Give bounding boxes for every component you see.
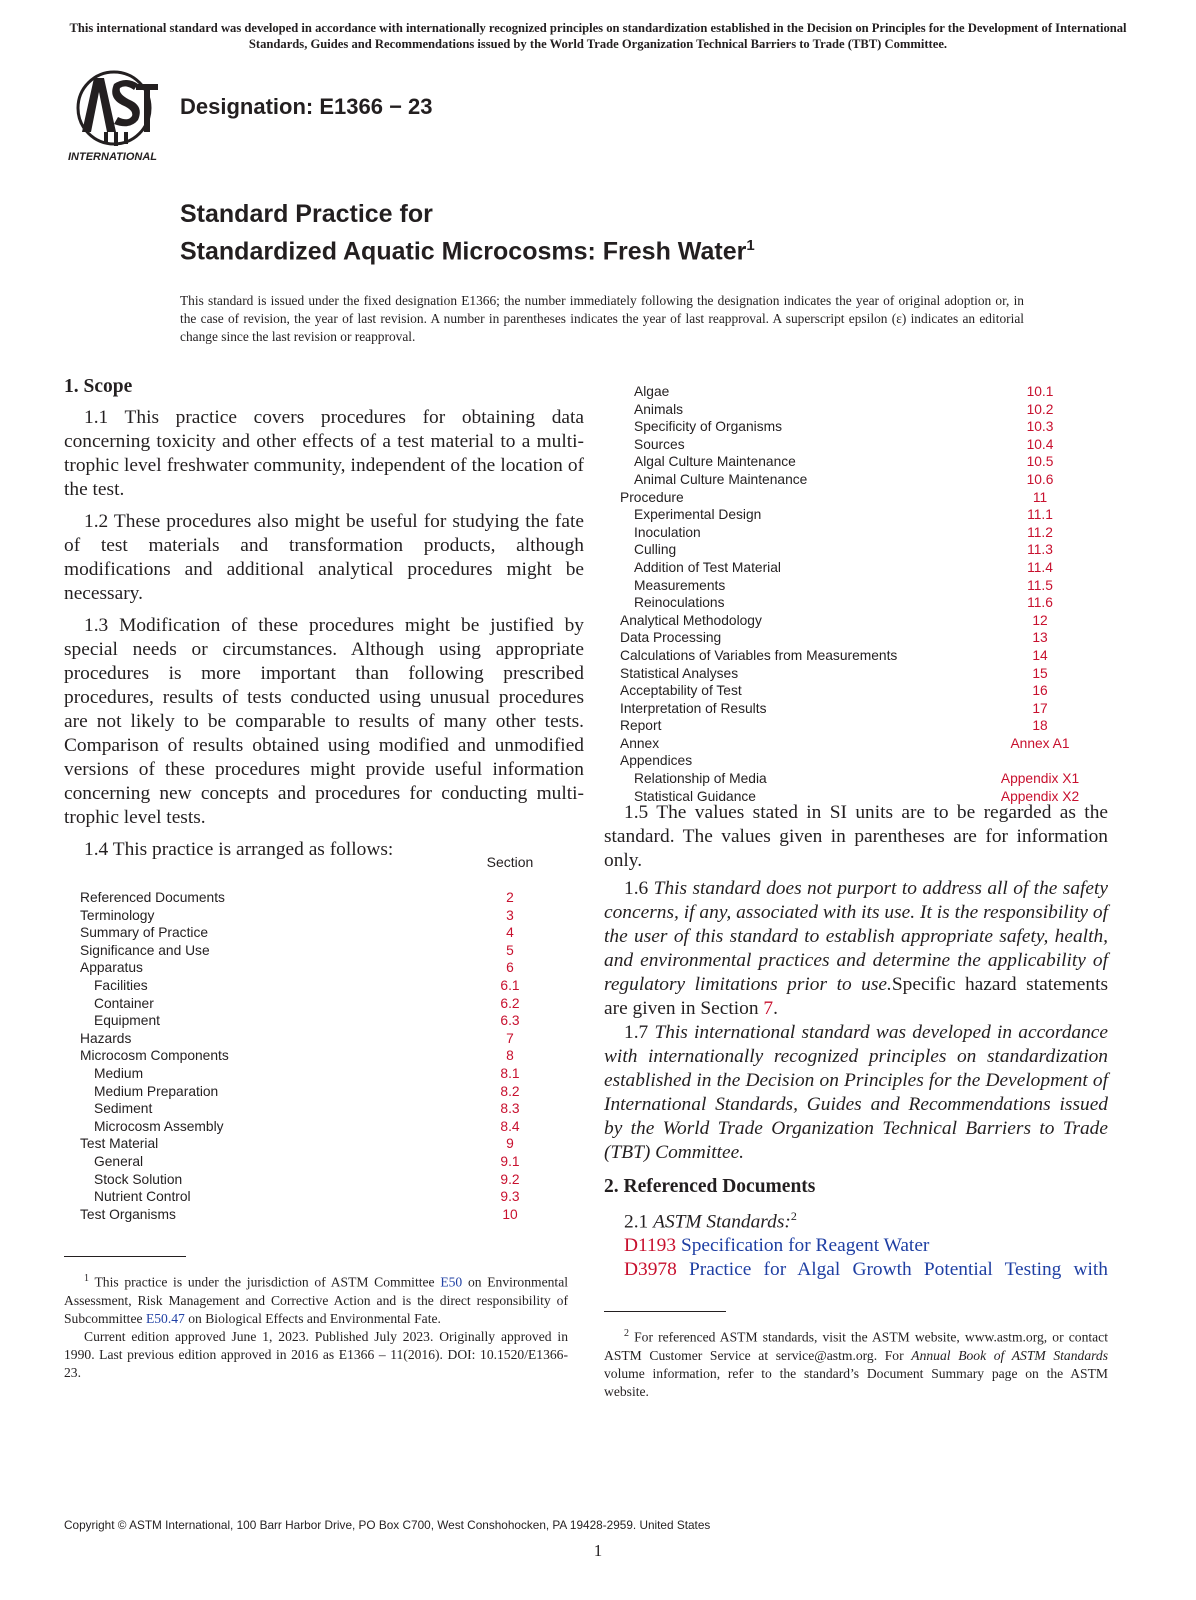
footnote-1-edition: Current edition approved June 1, 2023. Published July 2023. Originally approved in 1990. Last previous edition approved in 2016 as E1366 – 11(2016). DOI: 10.1520/E1366-23. [64, 1328, 568, 1380]
d1193-code-link[interactable]: D1193 [624, 1235, 677, 1257]
toc-entry[interactable] [80, 924, 560, 942]
toc-entry-label: Referenced Documents [80, 890, 225, 905]
footnote-rule-right [604, 1311, 726, 1312]
section-column-header: Section [486, 854, 534, 870]
toc-entry[interactable] [620, 735, 1100, 753]
paragraph-1-4: 1.4 This practice is arranged as follows: [84, 839, 394, 860]
toc-entry[interactable] [80, 1083, 560, 1101]
toc-section-link[interactable]: 8.1 [500, 1065, 520, 1081]
astm-logo [64, 70, 170, 166]
toc-section-link[interactable]: 6.3 [500, 1013, 520, 1029]
toc-section-link[interactable]: 9.2 [500, 1171, 520, 1187]
toc-entry[interactable] [80, 1047, 560, 1065]
toc-entry[interactable] [620, 629, 1100, 647]
toc-entry[interactable] [620, 436, 1100, 454]
footnote-1: $^1$ This practice is under the jurisdiction of ASTM Committee E50 on Environmental Assessment, Risk Management and Corrective Action and is the direct responsibility of Subcommittee E50.47 on Biological Effects and Environmental Fate. Current edition approved June 1, 2023. Published July 2023. Originally approved in 1990. Last previous edition approved in 2016 as E1366 – 11(2016). DOI: 10.1520/E1366-23. [64, 1273, 569, 1380]
toc-section-link[interactable]: 11.5 [1027, 577, 1053, 593]
designation: Designation: E1366 − 23 [180, 94, 433, 119]
toc-entry-label: Reinoculations [634, 595, 725, 611]
toc-entry-label: Terminology [80, 907, 155, 923]
toc-entry-label: Hazards [80, 1030, 132, 1046]
footnote-2: $^2$ For referenced ASTM standards, visit the ASTM website, www.astm.org, or contact ASTM Customer Service at service@astm.org. For Annual Book of ASTM Standards volume information, refer to the standard’s Document Summary page on the ASTM website. [604, 1328, 1108, 1399]
toc-entry[interactable] [80, 1188, 560, 1206]
toc-entry-label: Acceptability of Test [620, 683, 742, 699]
referenced-documents [604, 1176, 1108, 1282]
toc-entry[interactable] [80, 1118, 560, 1136]
reference-d3978[interactable] [604, 1258, 1108, 1282]
toc-entry-label: Annex [620, 735, 660, 751]
toc-entry[interactable] [80, 1171, 560, 1189]
page-number: 1 [593, 1541, 603, 1560]
toc-entry-label: General [94, 1153, 144, 1169]
toc-section-link[interactable]: 10.4 [1026, 436, 1054, 452]
scope-continued [604, 801, 1108, 1173]
toc-entry-label: Microcosm Components [80, 1048, 229, 1064]
toc-entry[interactable] [80, 1012, 560, 1030]
d3978-title-link[interactable]: Practice for Algal Growth Potential Testing with [688, 1259, 1108, 1281]
footnote-2-ref[interactable]: 2 [790, 1209, 797, 1223]
toc-entry[interactable] [620, 717, 1100, 735]
toc-entry-label: Procedure [620, 489, 684, 505]
toc-left [80, 889, 560, 1223]
toc-entry[interactable] [80, 1030, 560, 1048]
toc-section-link[interactable]: 16 [1032, 683, 1048, 699]
toc-section-link[interactable]: 11.1 [1027, 507, 1053, 523]
toc-entry[interactable] [80, 1100, 560, 1118]
toc-section-link[interactable]: 11.2 [1027, 524, 1053, 540]
toc-section-link[interactable]: 10.5 [1026, 454, 1054, 470]
toc-entry-label: Stock Solution [94, 1171, 183, 1187]
toc-entry-label: Data Processing [620, 630, 722, 646]
toc-entry-label: Addition of Test Material [634, 559, 781, 575]
toc-section-link[interactable]: 18 [1032, 718, 1048, 734]
toc-entry[interactable] [620, 471, 1100, 489]
toc-entry-label: Significance and Use [80, 942, 210, 958]
toc-entry-label: Experimental Design [634, 507, 762, 523]
toc-entry[interactable] [620, 577, 1100, 595]
toc-entry-label: Test Organisms [80, 1206, 176, 1222]
toc-entry-label: Measurements [634, 577, 726, 593]
toc-entry[interactable] [80, 959, 560, 977]
d3978-code-link[interactable]: D3978 [624, 1259, 677, 1281]
toc-section-link[interactable]: 3 [506, 907, 514, 923]
toc-section-link[interactable]: 10.3 [1026, 419, 1054, 435]
toc-section-link[interactable]: 11.4 [1027, 559, 1053, 575]
toc-entry[interactable] [620, 453, 1100, 471]
toc-entry-label: Calculations of Variables from Measurements [620, 647, 898, 663]
toc-entry-label: Algal Culture Maintenance [634, 454, 796, 470]
title-footnote-ref[interactable]: 1 [746, 237, 755, 254]
scope-section [64, 376, 584, 870]
toc-entry[interactable] [620, 770, 1100, 788]
e50-47-link[interactable]: E50.47 [145, 1310, 185, 1326]
toc-entry-label: Sources [634, 436, 685, 452]
toc-section-link[interactable]: Appendix X1 [1000, 771, 1080, 787]
footnote-rule-left [64, 1256, 186, 1257]
toc-section-link[interactable]: 13 [1032, 630, 1048, 646]
toc-entry[interactable] [620, 612, 1100, 630]
toc-section-link[interactable]: 6.2 [500, 995, 520, 1011]
title-line-1: Standard Practice for [180, 200, 433, 228]
toc-entry[interactable] [80, 942, 560, 960]
toc-section-link[interactable]: 11 [1032, 489, 1048, 505]
toc-entry[interactable] [620, 383, 1100, 401]
toc-section-link[interactable]: Annex A1 [1010, 735, 1070, 751]
toc-section-link[interactable]: 15 [1032, 665, 1048, 681]
toc-entry[interactable] [80, 1153, 560, 1171]
toc-entry-label: Specificity of Organisms [634, 419, 782, 435]
toc-entry-label: Summary of Practice [80, 925, 209, 941]
toc-entry[interactable] [620, 682, 1100, 700]
toc-section-link[interactable]: 11.3 [1027, 542, 1053, 558]
toc-entry-label: Container [94, 995, 154, 1011]
toc-entry-label: Microcosm Assembly [94, 1118, 224, 1134]
toc-entry[interactable] [620, 665, 1100, 683]
toc-section-link[interactable]: 8.4 [500, 1118, 520, 1134]
toc-entry[interactable] [620, 401, 1100, 419]
toc-section-link[interactable]: 6 [506, 960, 514, 976]
toc-entry[interactable] [620, 506, 1100, 524]
toc-section-link[interactable]: 5 [506, 942, 514, 958]
toc-entry-label: Statistical Analyses [620, 665, 739, 681]
toc-section-link[interactable]: 9.3 [500, 1189, 520, 1205]
d1193-title-link[interactable]: Specification for Reagent Water [680, 1235, 930, 1257]
toc-entry-label: Inoculation [634, 524, 701, 540]
toc-section-link[interactable]: 4 [506, 925, 514, 941]
toc-entry-label: Medium Preparation [94, 1083, 219, 1099]
toc-entry[interactable] [620, 524, 1100, 542]
reference-d1193[interactable] [604, 1234, 1108, 1258]
toc-entry[interactable] [620, 418, 1100, 436]
toc-entry-label: Statistical Guidance [634, 788, 756, 804]
toc-entry-label: Apparatus [80, 960, 143, 976]
toc-entry[interactable] [620, 700, 1100, 718]
toc-entry-label: Algae [634, 384, 670, 399]
toc-entry[interactable] [620, 489, 1100, 507]
toc-entry[interactable] [620, 594, 1100, 612]
toc-entry-label: Test Material [80, 1136, 159, 1152]
title-line-2-text: Standardized Aquatic Microcosms: Fresh Water [180, 237, 747, 266]
astm-logo-icon [64, 70, 170, 166]
issued-note: This standard is issued under the fixed designation E1366; the number immediately following the designation indicates the year of original adoption or, in the case of revision, the year of last revision. A number in parentheses indicates the year of last reapproval. A superscript epsilon (ε) indicates an editorial change since the last revision or reapproval. [180, 293, 1024, 344]
toc-entry-label: Interpretation of Results [620, 700, 767, 716]
paragraph-1-7: 1.7 This international standard was developed in accordance with internationally recognized principles on standardization established in the Decision on Principles for the Development of International Standards, Guides and Recommendations issued by the World Trade Organization Technical Barriers to Trade (TBT) Committee. [604, 1022, 1108, 1163]
copyright-line: Copyright © ASTM International, 100 Barr Harbor Drive, PO Box C700, West Conshohocken, PA 19428-2959. United States [64, 1518, 711, 1532]
toc-entry-label: Facilities [94, 977, 148, 993]
toc-entry-label: Sediment [94, 1101, 153, 1117]
toc-entry[interactable] [80, 889, 560, 907]
toc-entry-label: Nutrient Control [94, 1189, 191, 1205]
astm-standards-subheading: 2.1 ASTM Standards:$^2$ [624, 1209, 797, 1233]
toc-entry[interactable] [80, 1065, 560, 1083]
toc-entry[interactable] [620, 647, 1100, 665]
toc-section-link[interactable]: 10.1 [1026, 384, 1054, 399]
toc-section-link[interactable]: 10 [502, 1206, 518, 1222]
toc-entry[interactable] [80, 977, 560, 995]
toc-section-link[interactable]: 10.2 [1026, 401, 1054, 417]
toc-section-link[interactable]: 14 [1032, 647, 1048, 663]
toc-section-link[interactable]: 11.6 [1027, 595, 1053, 611]
toc-entry[interactable] [80, 1206, 560, 1224]
toc-entry-label: Appendices [620, 753, 693, 769]
toc-right [620, 383, 1100, 805]
e50-link[interactable]: E50 [440, 1274, 463, 1290]
toc-entry-label: Relationship of Media [634, 771, 767, 787]
toc-entry-label: Animal Culture Maintenance [634, 471, 808, 487]
toc-entry-label: Medium [94, 1065, 144, 1081]
toc-section-link[interactable]: 2 [506, 890, 514, 905]
toc-section-link[interactable]: 9 [506, 1136, 514, 1152]
document-title [180, 198, 755, 267]
toc-entry[interactable] [80, 995, 560, 1013]
paragraph-1-2: 1.2 These procedures also might be useful for studying the fate of test materials and transformation products, although modifications and additional analytical procedures might be necessary. [64, 511, 584, 604]
toc-section-link[interactable]: 8.3 [500, 1101, 520, 1117]
toc-entry-label: Culling [634, 542, 677, 558]
toc-section-link[interactable]: 6.1 [500, 977, 520, 993]
toc-section-link[interactable]: 10.6 [1026, 471, 1054, 487]
toc-section-link[interactable]: 12 [1032, 612, 1048, 628]
paragraph-1-1: 1.1 This practice covers procedures for obtaining data concerning toxicity and other effects of a test material to a multi-trophic level freshwater community, independent of the location of the test. [64, 407, 584, 500]
paragraph-1-5: 1.5 The values stated in SI units are to be regarded as the standard. The values given in parentheses are for information only. [604, 802, 1108, 871]
toc-entry-label: Report [620, 718, 662, 734]
paragraph-1-6: 1.6 This standard does not purport to address all of the safety concerns, if any, associated with its use. It is the responsibility of the user of this standard to establish appropriate safety, health, and environmental practices and determine the applicability of regulatory limitations prior to use.Specific hazard statements are given in Section 7. [604, 878, 1109, 1019]
toc-entry-label: Animals [634, 401, 684, 417]
toc-entry[interactable] [80, 907, 560, 925]
top-notice: This international standard was developed in accordance with internationally recognized principles on standardization established in the Decision on Principles for the Development of International Standards, Guides and Recommendations issued by the World Trade Organization Technical Barriers to Trade (TBT) Committee. [69, 21, 1127, 51]
scope-heading: 1. Scope [64, 376, 133, 397]
toc-entry[interactable] [80, 1135, 560, 1153]
toc-section-link[interactable]: 8.2 [500, 1083, 520, 1099]
toc-section-link[interactable]: 17 [1032, 700, 1048, 716]
toc-section-link[interactable]: 9.1 [500, 1153, 520, 1169]
referenced-heading: 2. Referenced Documents [604, 1176, 816, 1197]
toc-entry[interactable] [620, 559, 1100, 577]
paragraph-1-3: 1.3 Modification of these procedures might be justified by special needs or circumstances. Although using appropriate procedures is more important than following prescribed procedures, results of tests conducted using unusual procedures are not likely to be comparable to results of many other tests. Comparison of results obtained using modified and unmodified versions of these procedures might provide useful information concerning new concepts and procedures for conducting multi-trophic level tests. [64, 615, 584, 828]
title-line-2 [180, 230, 755, 267]
toc-section-link[interactable]: Appendix X2 [1000, 788, 1080, 804]
toc-section-link[interactable]: 8 [506, 1048, 514, 1064]
toc-entry-label: Equipment [94, 1013, 160, 1029]
logo-wordmark: INTERNATIONAL [68, 151, 158, 163]
toc-entry-label: Analytical Methodology [620, 612, 762, 628]
toc-section-link[interactable]: 7 [506, 1030, 514, 1046]
section-7-link[interactable]: 7 [763, 998, 774, 1019]
toc-entry[interactable] [620, 752, 1100, 770]
toc-entry[interactable] [620, 541, 1100, 559]
